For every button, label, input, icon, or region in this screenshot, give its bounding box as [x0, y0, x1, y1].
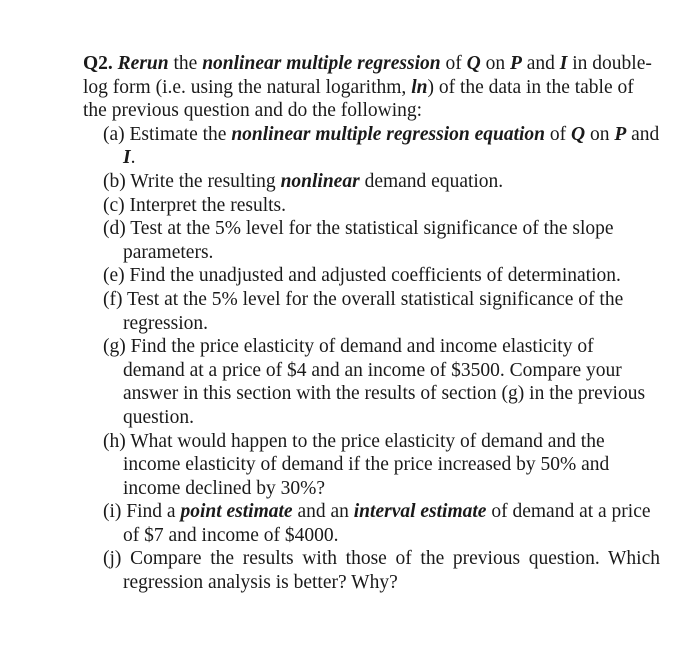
text-run: on: [480, 53, 510, 74]
text-run: (d) Test at the 5% level for the statistical significance of the slope parameters.: [103, 218, 614, 263]
task-item: [83, 194, 660, 218]
text-run: of: [545, 123, 572, 145]
task-item: [83, 430, 660, 501]
emphasized-text: I: [559, 53, 568, 74]
task-item: [83, 335, 660, 429]
emphasized-text: I: [123, 147, 131, 169]
text-run: ) of the data in the table of the previous question and do the following:: [83, 76, 634, 122]
text-run: of: [440, 53, 467, 74]
emphasized-text: Q: [571, 123, 586, 145]
emphasized-text: nonlinear multiple regression: [202, 53, 441, 74]
emphasized-text: Rerun: [117, 53, 169, 74]
emphasized-text: point estimate: [180, 501, 293, 523]
text-run: demand equation.: [359, 170, 504, 192]
text-run: (e) Find the unadjusted and adjusted coefficients of determination.: [103, 265, 621, 287]
text-run: the: [168, 53, 203, 74]
task-item: [83, 123, 660, 170]
emphasized-text: ln: [411, 76, 428, 98]
emphasized-text: P: [509, 53, 522, 74]
emphasized-text: Q: [466, 53, 481, 74]
text-run: (c) Interpret the results.: [103, 194, 287, 216]
text-run: and: [626, 123, 660, 145]
task-item: [83, 547, 660, 594]
task-item: [83, 217, 660, 264]
text-run: (a) Estimate the: [103, 123, 232, 145]
emphasized-text: nonlinear: [280, 170, 360, 192]
text-run: and an: [292, 501, 354, 523]
text-run: (g) Find the price elasticity of demand and income elasticity of demand at a price of $4 and an income of $3500. Compare your answer in this section with the results of section (g) in the previous question.: [103, 336, 646, 428]
text-run: (h) What would happen to the price elasticity of demand and the income elasticity of demand if the price increased by 50% and income declined by 30%?: [103, 430, 610, 499]
text-run: (f) Test at the 5% level for the overall statistical significance of the regression.: [103, 288, 624, 334]
text-run: (b) Write the resulting: [103, 170, 281, 192]
emphasized-text: P: [614, 123, 627, 145]
task-list: [83, 123, 660, 595]
text-run: in double-log form (i.e. using the natural logarithm,: [83, 53, 652, 98]
text-run: (j) Compare the results with those of the previous question. Which regression analysis is better? Why?: [103, 548, 660, 594]
emphasized-text: nonlinear multiple regression equation: [231, 123, 546, 145]
text-run: on: [585, 123, 615, 145]
task-item: [83, 288, 660, 335]
task-item: [83, 170, 660, 194]
task-item: [83, 500, 660, 547]
question-paragraph: [83, 52, 660, 123]
text-run: .: [130, 147, 136, 169]
question-label: Q2.: [83, 53, 113, 74]
text-run: (i) Find a: [103, 501, 181, 523]
task-item: [83, 264, 660, 288]
emphasized-text: interval estimate: [353, 501, 487, 523]
text-run: and: [521, 53, 560, 74]
text-run: of demand at a price of $7 and income of $4000.: [123, 501, 651, 546]
